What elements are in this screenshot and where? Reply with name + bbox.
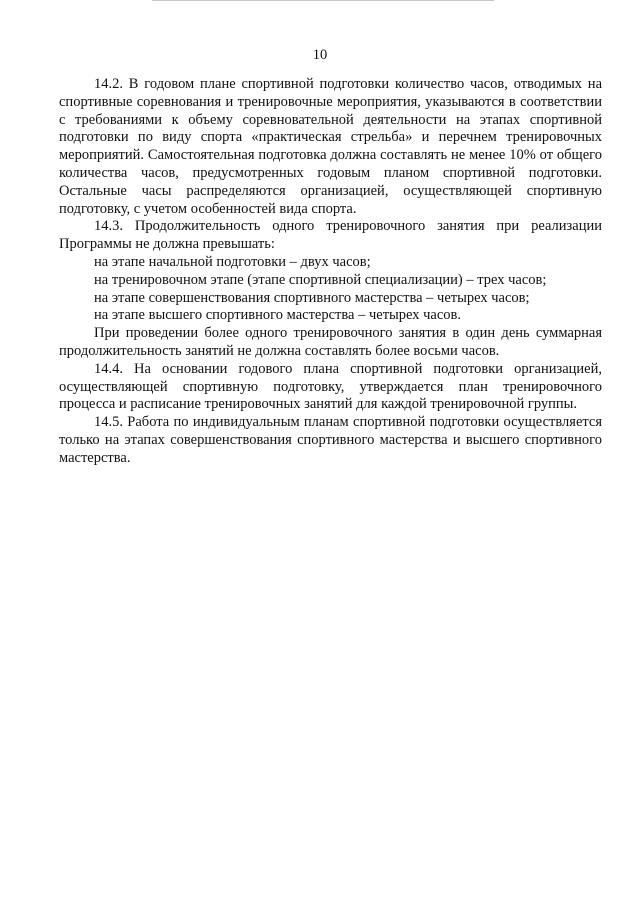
list-item-highest-stage: на этапе высшего спортивного мастерства – четырех часов.	[94, 307, 462, 324]
list-item-initial-stage: на этапе начальной подготовки – двух часов;	[94, 253, 371, 270]
list-item-improvement-stage: на этапе совершенствования спортивного мастерства – четырех часов;	[94, 289, 530, 306]
page-number: 10	[312, 47, 328, 63]
paragraph-14-4: 14.4. На основании годового плана спортивной подготовки организацией, осуществляющей спортивную подготовку, утверждается план тренировочного процесса и расписание тренировочных занятий для каждой тренировочной группы.	[59, 360, 602, 413]
paragraph-14-3: 14.3. Продолжительность одного тренировочного занятия при реализации Программы не должна превышать:	[59, 218, 602, 253]
paragraph-14-5: 14.5. Работа по индивидуальным планам спортивной подготовки осуществляется только на этапах совершенствования спортивного мастерства и высшего спортивного мастерства.	[59, 414, 602, 466]
paragraph-14-2: 14.2. В годовом плане спортивной подготовки количество часов, отводимых на спортивные соревнования и тренировочные мероприятия, указываются в соответствии с требованиями к объему соревновательной деятельности на этапах спортивной подготовки по виду спорта «практическая стрельба» и перечнем тренировочных мероприятий. Самостоятельная подготовка должна составлять не менее 10% от общего количества часов, предусмотренных годовым планом спортивной подготовки. Остальные часы распределяются организацией, осуществляющей спортивную подготовку, с учетом особенностей вида спорта.	[59, 76, 602, 217]
top-edge-rule	[152, 0, 494, 1]
paragraph-14-3-note: При проведении более одного тренировочного занятия в один день суммарная продолжительность занятий не должна составлять более восьми часов.	[59, 325, 602, 359]
document-body	[59, 76, 602, 468]
list-item-training-stage: на тренировочном этапе (этапе спортивной специализации) – трех часов;	[94, 271, 547, 288]
